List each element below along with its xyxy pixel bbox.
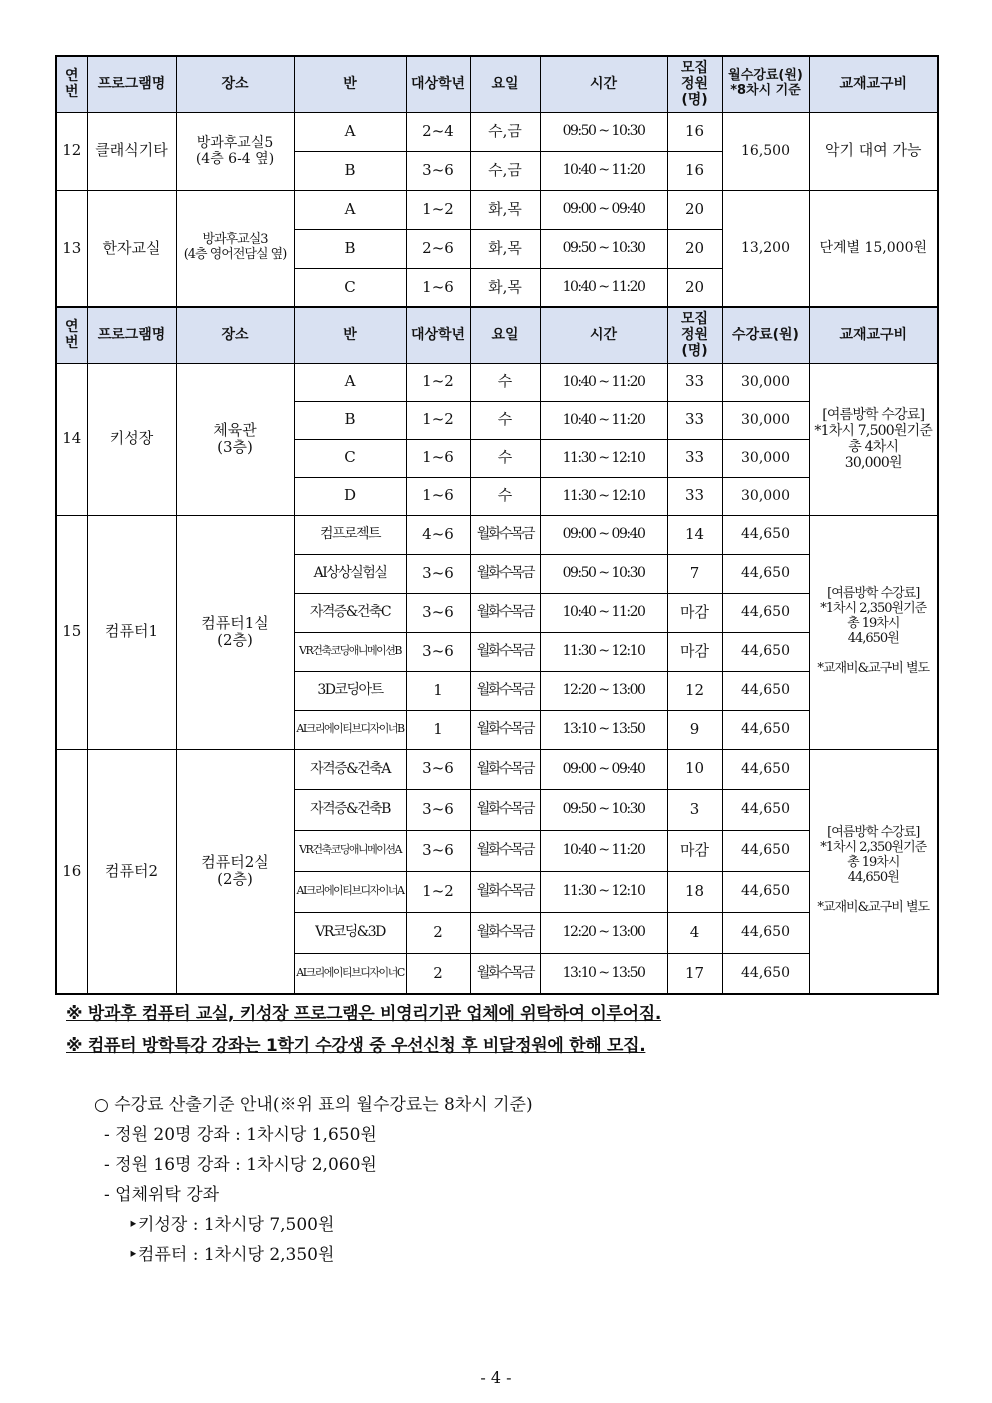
- class-cell: C: [294, 439, 406, 477]
- class-cell: 3D코딩아트: [294, 671, 406, 710]
- time-cell: 12:20 ~ 13:00: [540, 671, 667, 710]
- grade-cell: 1~6: [406, 477, 470, 515]
- fee-cell: 44,650: [722, 710, 809, 749]
- materials-cell: 단계별 15,000원: [809, 190, 938, 307]
- day-cell: 수,금: [470, 112, 540, 151]
- capacity-cell: 20: [667, 268, 722, 307]
- day-cell: 월화수목금: [470, 830, 540, 871]
- program-no: 16: [56, 749, 87, 994]
- info-title: ○ 수강료 산출기준 안내(※위 표의 월수강료는 8차시 기준): [94, 1095, 533, 1115]
- header-program: 프로그램명: [87, 56, 176, 112]
- time-cell: 13:10 ~ 13:50: [540, 710, 667, 749]
- table-row: [56, 749, 938, 789]
- time-cell: 11:30 ~ 12:10: [540, 871, 667, 912]
- grade-cell: 1~2: [406, 401, 470, 439]
- page-number: - 4 -: [480, 1368, 512, 1387]
- fee-cell: 13,200: [722, 190, 809, 307]
- program-no: 15: [56, 515, 87, 749]
- header-grade: 대상학년: [406, 307, 470, 363]
- fee-cell: 44,650: [722, 912, 809, 953]
- info-line: ‣키성장 : 1차시당 7,500원: [128, 1215, 335, 1235]
- class-cell: 자격증&건축C: [294, 593, 406, 632]
- capacity-cell: 33: [667, 439, 722, 477]
- day-cell: 월화수목금: [470, 632, 540, 671]
- time-cell: 11:30 ~ 12:10: [540, 477, 667, 515]
- capacity-cell: 10: [667, 749, 722, 789]
- day-cell: 월화수목금: [470, 789, 540, 830]
- program-place: 방과후교실5 (4층 6-4 옆): [176, 112, 294, 190]
- day-cell: 월화수목금: [470, 710, 540, 749]
- notes: [66, 1000, 946, 1064]
- capacity-cell: 33: [667, 401, 722, 439]
- table-row: [56, 363, 938, 401]
- time-cell: 10:40 ~ 11:20: [540, 401, 667, 439]
- class-cell: 자격증&건축B: [294, 789, 406, 830]
- header-class: 반: [294, 56, 406, 112]
- header-materials: 교재교구비: [809, 56, 938, 112]
- header-day: 요일: [470, 56, 540, 112]
- grade-cell: 3~6: [406, 632, 470, 671]
- grade-cell: 1: [406, 671, 470, 710]
- header-time: 시간: [540, 56, 667, 112]
- program-no: 13: [56, 190, 87, 307]
- grade-cell: 3~6: [406, 749, 470, 789]
- time-cell: 10:40 ~ 11:20: [540, 830, 667, 871]
- class-cell: 자격증&건축A: [294, 749, 406, 789]
- class-cell: C: [294, 268, 406, 307]
- info-line: - 정원 16명 강좌 : 1차시당 2,060원: [104, 1155, 377, 1175]
- header-monthly-fee: 월수강료(원) *8차시 기준: [722, 56, 809, 112]
- program-name: 컴퓨터2: [87, 749, 176, 994]
- time-cell: 09:50 ~ 10:30: [540, 229, 667, 268]
- program-place: 체육관 (3층): [176, 363, 294, 515]
- grade-cell: 1~2: [406, 871, 470, 912]
- grade-cell: 2~6: [406, 229, 470, 268]
- class-cell: A: [294, 190, 406, 229]
- header-no: 연 번: [56, 56, 87, 112]
- header-program: 프로그램명: [87, 307, 176, 363]
- class-cell: B: [294, 151, 406, 190]
- day-cell: 월화수목금: [470, 871, 540, 912]
- header-capacity: 모집 정원 (명): [667, 307, 722, 363]
- program-schedule-table: [55, 55, 939, 995]
- grade-cell: 3~6: [406, 830, 470, 871]
- info-line: - 정원 20명 강좌 : 1차시당 1,650원: [104, 1125, 377, 1145]
- grade-cell: 3~6: [406, 789, 470, 830]
- program-place: 컴퓨터2실 (2층): [176, 749, 294, 994]
- header-no: 연 번: [56, 307, 87, 363]
- class-cell: A: [294, 363, 406, 401]
- fee-cell: 44,650: [722, 789, 809, 830]
- day-cell: 수: [470, 439, 540, 477]
- program-place: 방과후교실3 (4층 영어전담실 옆): [176, 190, 294, 307]
- day-cell: 월화수목금: [470, 749, 540, 789]
- day-cell: 화,목: [470, 190, 540, 229]
- table-header-row: [56, 56, 938, 112]
- fee-cell: 30,000: [722, 477, 809, 515]
- time-cell: 09:50 ~ 10:30: [540, 554, 667, 593]
- time-cell: 09:50 ~ 10:30: [540, 112, 667, 151]
- capacity-cell: 33: [667, 363, 722, 401]
- capacity-cell: 3: [667, 789, 722, 830]
- class-cell: AI크리에이티브디자이너A: [294, 871, 406, 912]
- day-cell: 월화수목금: [470, 515, 540, 554]
- capacity-cell: 20: [667, 229, 722, 268]
- time-cell: 13:10 ~ 13:50: [540, 953, 667, 994]
- note-line: ※ 방과후 컴퓨터 교실, 키성장 프로그램은 비영리기관 업체에 위탁하여 이루어짐.: [66, 1004, 662, 1024]
- info-line: ‣컴퓨터 : 1차시당 2,350원: [128, 1245, 335, 1265]
- grade-cell: 4~6: [406, 515, 470, 554]
- day-cell: 월화수목금: [470, 953, 540, 994]
- capacity-cell: 7: [667, 554, 722, 593]
- table-header-row: [56, 307, 938, 363]
- capacity-cell: 4: [667, 912, 722, 953]
- fee-cell: 44,650: [722, 871, 809, 912]
- class-cell: AI크리에이티브디자이너C: [294, 953, 406, 994]
- grade-cell: 2~4: [406, 112, 470, 151]
- grade-cell: 1~6: [406, 439, 470, 477]
- day-cell: 월화수목금: [470, 554, 540, 593]
- time-cell: 09:00 ~ 09:40: [540, 515, 667, 554]
- capacity-cell: 16: [667, 112, 722, 151]
- class-cell: B: [294, 229, 406, 268]
- capacity-cell: 마감: [667, 830, 722, 871]
- day-cell: 수: [470, 363, 540, 401]
- header-time: 시간: [540, 307, 667, 363]
- day-cell: 월화수목금: [470, 593, 540, 632]
- fee-basis-info: [94, 1090, 533, 1270]
- class-cell: D: [294, 477, 406, 515]
- capacity-cell: 마감: [667, 593, 722, 632]
- header-capacity: 모집 정원 (명): [667, 56, 722, 112]
- class-cell: B: [294, 401, 406, 439]
- capacity-cell: 33: [667, 477, 722, 515]
- capacity-cell: 12: [667, 671, 722, 710]
- header-grade: 대상학년: [406, 56, 470, 112]
- program-no: 12: [56, 112, 87, 190]
- fee-cell: 16,500: [722, 112, 809, 190]
- grade-cell: 1~6: [406, 268, 470, 307]
- fee-cell: 44,650: [722, 671, 809, 710]
- table-row: [56, 190, 938, 229]
- grade-cell: 2: [406, 953, 470, 994]
- fee-cell: 44,650: [722, 632, 809, 671]
- capacity-cell: 16: [667, 151, 722, 190]
- fee-cell: 44,650: [722, 515, 809, 554]
- time-cell: 11:30 ~ 12:10: [540, 439, 667, 477]
- materials-cell: [여름방학 수강료] *1차시 2,350원기준 총 19차시 44,650원 *교재비&교구비 별도: [809, 749, 938, 994]
- grade-cell: 2: [406, 912, 470, 953]
- fee-cell: 44,650: [722, 830, 809, 871]
- time-cell: 09:50 ~ 10:30: [540, 789, 667, 830]
- grade-cell: 3~6: [406, 593, 470, 632]
- capacity-cell: 14: [667, 515, 722, 554]
- capacity-cell: 20: [667, 190, 722, 229]
- class-cell: AI상상실험실: [294, 554, 406, 593]
- class-cell: AI크리에이티브디자이너B: [294, 710, 406, 749]
- capacity-cell: 17: [667, 953, 722, 994]
- info-line: - 업체위탁 강좌: [104, 1185, 220, 1205]
- fee-cell: 30,000: [722, 363, 809, 401]
- fee-cell: 44,650: [722, 749, 809, 789]
- grade-cell: 1~2: [406, 363, 470, 401]
- materials-cell: 악기 대여 가능: [809, 112, 938, 190]
- header-place: 장소: [176, 56, 294, 112]
- day-cell: 화,목: [470, 268, 540, 307]
- time-cell: 12:20 ~ 13:00: [540, 912, 667, 953]
- fee-cell: 30,000: [722, 439, 809, 477]
- grade-cell: 3~6: [406, 554, 470, 593]
- header-class: 반: [294, 307, 406, 363]
- day-cell: 화,목: [470, 229, 540, 268]
- program-no: 14: [56, 363, 87, 515]
- fee-cell: 44,650: [722, 953, 809, 994]
- day-cell: 수: [470, 477, 540, 515]
- note-line: ※ 컴퓨터 방학특강 강좌는 1학기 수강생 중 우선신청 후 비달정원에 한해 모집.: [66, 1036, 646, 1056]
- fee-cell: 44,650: [722, 554, 809, 593]
- capacity-cell: 18: [667, 871, 722, 912]
- materials-cell: [여름방학 수강료] *1차시 2,350원기준 총 19차시 44,650원 *교재비&교구비 별도: [809, 515, 938, 749]
- day-cell: 월화수목금: [470, 671, 540, 710]
- fee-cell: 30,000: [722, 401, 809, 439]
- time-cell: 09:00 ~ 09:40: [540, 749, 667, 789]
- time-cell: 09:00 ~ 09:40: [540, 190, 667, 229]
- class-cell: VR건축코딩애니메이션A: [294, 830, 406, 871]
- table-row: [56, 515, 938, 554]
- header-fee: 수강료(원): [722, 307, 809, 363]
- class-cell: VR건축코딩애니메이션B: [294, 632, 406, 671]
- class-cell: 컴프로젝트: [294, 515, 406, 554]
- day-cell: 수,금: [470, 151, 540, 190]
- program-name: 클래식기타: [87, 112, 176, 190]
- capacity-cell: 마감: [667, 632, 722, 671]
- program-name: 한자교실: [87, 190, 176, 307]
- table-row: [56, 112, 938, 151]
- time-cell: 10:40 ~ 11:20: [540, 363, 667, 401]
- day-cell: 수: [470, 401, 540, 439]
- program-place: 컴퓨터1실 (2층): [176, 515, 294, 749]
- header-place: 장소: [176, 307, 294, 363]
- capacity-cell: 9: [667, 710, 722, 749]
- time-cell: 11:30 ~ 12:10: [540, 632, 667, 671]
- time-cell: 10:40 ~ 11:20: [540, 151, 667, 190]
- fee-cell: 44,650: [722, 593, 809, 632]
- time-cell: 10:40 ~ 11:20: [540, 593, 667, 632]
- grade-cell: 3~6: [406, 151, 470, 190]
- materials-cell: [여름방학 수강료] *1차시 7,500원기준 총 4차시 30,000원: [809, 363, 938, 515]
- program-name: 키성장: [87, 363, 176, 515]
- grade-cell: 1~2: [406, 190, 470, 229]
- class-cell: A: [294, 112, 406, 151]
- grade-cell: 1: [406, 710, 470, 749]
- class-cell: VR코딩&3D: [294, 912, 406, 953]
- day-cell: 월화수목금: [470, 912, 540, 953]
- header-materials: 교재교구비: [809, 307, 938, 363]
- program-name: 컴퓨터1: [87, 515, 176, 749]
- time-cell: 10:40 ~ 11:20: [540, 268, 667, 307]
- header-day: 요일: [470, 307, 540, 363]
